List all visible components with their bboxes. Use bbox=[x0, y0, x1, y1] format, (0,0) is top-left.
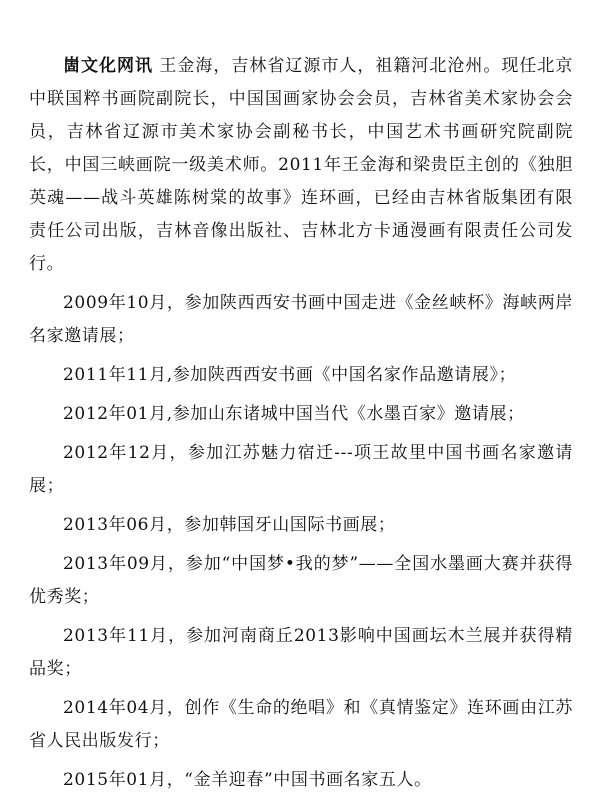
event-item: 2013年11月，参加河南商丘2013影响中国画坛木兰展并获得精品奖； bbox=[29, 626, 573, 679]
event-item: 2009年10月，参加陕西西安书画中国走进《金丝峡杯》海峡两岸名家邀请展； bbox=[29, 293, 573, 346]
intro-paragraph bbox=[29, 50, 573, 281]
event-item: 2013年09月，参加“中国梦•我的梦”——全国水墨画大赛并获得优秀奖； bbox=[29, 554, 573, 607]
event-item: 2012年12月，参加江苏魅力宿迁---项王故里中国书画名家邀请展； bbox=[29, 443, 573, 496]
event-item: 2014年04月，创作《生命的绝唱》和《真情鉴定》连环画由江苏省人民出版发行； bbox=[29, 698, 573, 751]
event-item: 2015年01月，“金羊迎春”中国书画名家五人。 bbox=[63, 770, 432, 790]
intro-text: 王金海，吉林省辽源市人，祖籍河北沧州。现任北京中联国粹书画院副院长，中国国画家协会会员，吉林省美术家协会会员，吉林省辽源市美术家协会副秘书长，中国艺术书画研究院副院长，中国三峡画院一级美术师。2011年王金海和梁贵臣主创的《独胆英魂——战斗英雄陈树棠的故事》连环画，已经由吉林省版集团有限责任公司出版，吉林音像出版社、吉林北方卡通漫画有限责任公司发行。 bbox=[29, 56, 573, 274]
news-source-lead: 崮文化网讯 bbox=[63, 56, 153, 76]
event-item: 2012年01月,参加山东诸城中国当代《水墨百家》邀请展； bbox=[63, 404, 525, 424]
event-item: 2013年06月，参加韩国牙山国际书画展； bbox=[63, 515, 396, 535]
article-body bbox=[29, 50, 573, 803]
event-item: 2011年11月,参加陕西西安书画《中国名家作品邀请展》； bbox=[63, 365, 517, 385]
